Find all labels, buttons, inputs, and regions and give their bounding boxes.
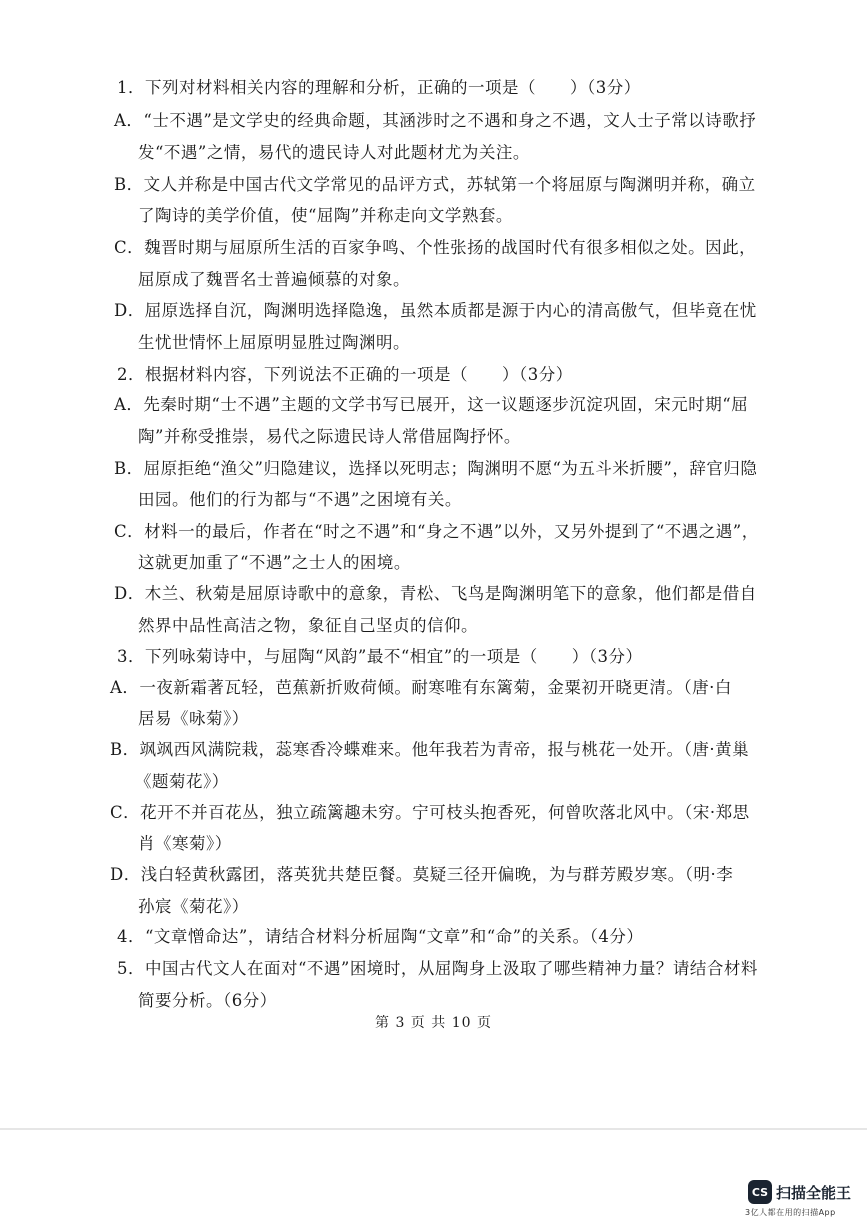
- page-number: 第 3 页 共 10 页: [375, 1015, 492, 1031]
- question-line: 田园。他们的行为都与“不遇”之困境有关。: [138, 490, 462, 509]
- question-line: 3．下列咏菊诗中，与屈陶“风韵”最不“相宜”的一项是（ ）（3分）: [117, 647, 643, 666]
- scanner-tagline: 3亿人都在用的扫描App: [745, 1208, 836, 1217]
- question-line: 屈原成了魏晋名士普遍倾慕的对象。: [138, 270, 410, 289]
- question-line: C．魏晋时期与屈原所生活的百家争鸣、个性张扬的战国时代有很多相似之处。因此，: [114, 238, 757, 257]
- question-line: B．文人并称是中国古代文学常见的品评方式，苏轼第一个将屈原与陶渊明并称，确立: [114, 175, 756, 194]
- question-line: 发“不遇”之情，易代的遗民诗人对此题材尤为关注。: [138, 143, 530, 162]
- question-line: 肖《寒菊》）: [138, 834, 232, 853]
- question-line: 5．中国古代文人在面对“不遇”困境时，从屈陶身上汲取了哪些精神力量？请结合材料: [117, 959, 758, 978]
- scan-edge-line: [0, 1128, 867, 1130]
- question-line: A．先秦时期“士不遇”主题的文学书写已展开，这一议题逐步沉淀巩固，宋元时期“屈: [114, 395, 749, 414]
- question-line: 了陶诗的美学价值，使“屈陶”并称走向文学熟套。: [138, 206, 513, 225]
- question-line: A．一夜新霜著瓦轻，芭蕉新折败荷倾。耐寒唯有东篱菊，金粟初开晓更清。（唐·白: [110, 678, 732, 697]
- question-line: 陶”并称受推崇，易代之际遗民诗人常借屈陶抒怀。: [138, 427, 521, 446]
- question-line: A．“士不遇”是文学史的经典命题，其涵涉时之不遇和身之不遇，文人士子常以诗歌抒: [114, 111, 757, 130]
- question-line: 居易《咏菊》）: [138, 709, 249, 728]
- question-line: D．屈原选择自沉，陶渊明选择隐逸，虽然本质都是源于内心的清高傲气，但毕竟在忧: [114, 301, 757, 320]
- question-line: B．屈原拒绝“渔父”归隐建议，选择以死明志；陶渊明不愿“为五斗米折腰”，辞官归隐: [114, 459, 758, 478]
- question-line: 然界中品性高洁之物，象征自己坚贞的信仰。: [138, 616, 478, 635]
- question-line: 《题菊花》）: [135, 772, 229, 791]
- scanner-logo: [748, 1180, 851, 1204]
- question-line: 4．“文章憎命达”，请结合材料分析屈陶“文章”和“命”的关系。（4分）: [117, 927, 644, 946]
- question-line: D．浅白轻黄秋露团，落英犹共楚臣餐。莫疑三径开偏晚，为与群芳殿岁寒。（明·李: [110, 865, 734, 884]
- question-line: D．木兰、秋菊是屈原诗歌中的意象，青松、飞鸟是陶渊明笔下的意象，他们都是借自: [114, 584, 757, 603]
- scanner-name: 扫描全能王: [776, 1183, 852, 1202]
- question-line: C．材料一的最后，作者在“时之不遇”和“身之不遇”以外，又另外提到了“不遇之遇”，: [114, 522, 759, 541]
- question-line: 孙宸《菊花》）: [138, 897, 249, 916]
- question-line: 这就更加重了“不遇”之士人的困境。: [138, 553, 411, 572]
- cs-logo-icon: CS: [748, 1180, 772, 1204]
- question-line: 简要分析。（6分）: [138, 991, 277, 1010]
- question-line: B．飒飒西风满院栽，蕊寒香冷蝶难来。他年我若为青帝，报与桃花一处开。（唐·黄巢: [110, 740, 750, 759]
- question-line: C．花开不并百花丛，独立疏篱趣未穷。宁可枝头抱香死，何曾吹落北风中。（宋·郑思: [110, 803, 750, 822]
- question-line: 1．下列对材料相关内容的理解和分析，正确的一项是（ ）（3分）: [117, 78, 641, 97]
- question-line: 生忧世情怀上屈原明显胜过陶渊明。: [138, 333, 410, 352]
- question-line: 2．根据材料内容，下列说法不正确的一项是（ ）（3分）: [117, 365, 573, 384]
